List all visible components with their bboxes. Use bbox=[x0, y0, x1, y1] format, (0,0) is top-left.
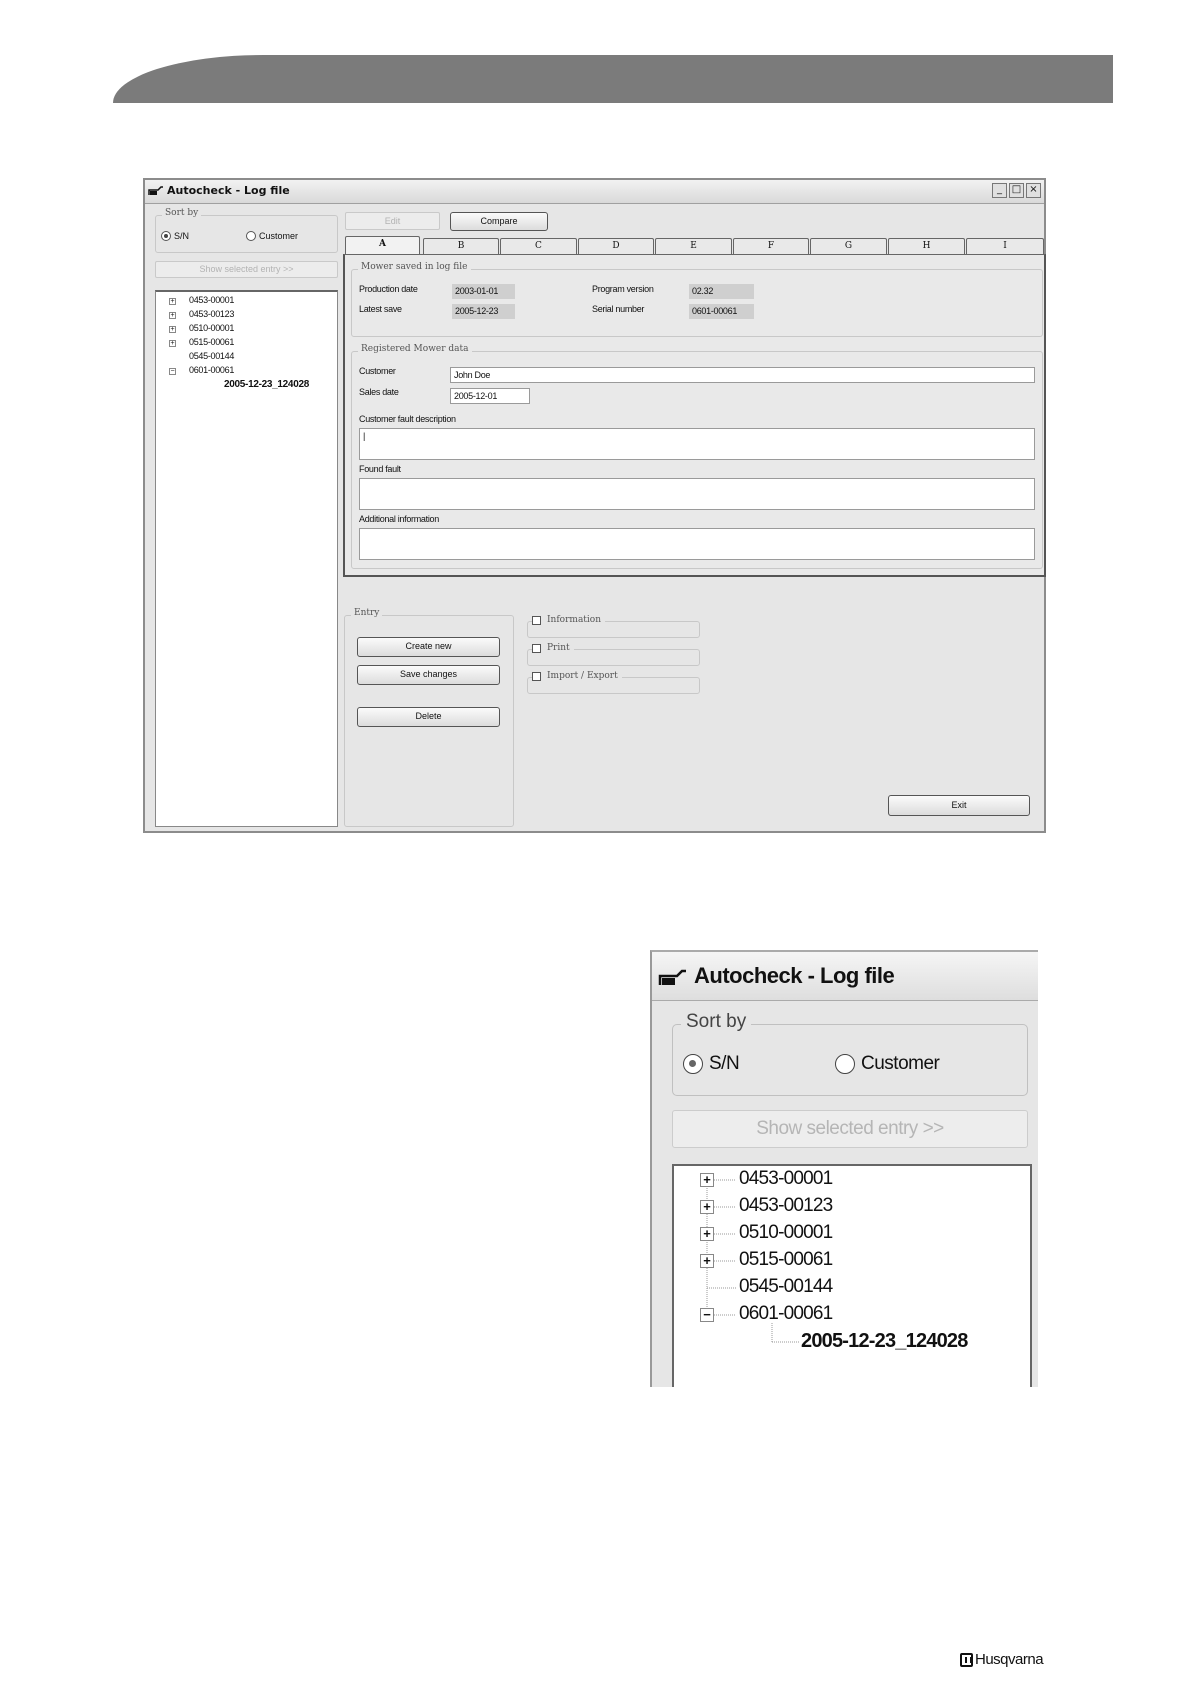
serial-number-value: 0601-00061 bbox=[689, 304, 754, 319]
expand-icon[interactable]: + bbox=[170, 298, 175, 305]
maximize-button[interactable]: □ bbox=[1009, 183, 1024, 198]
tab-b[interactable]: B bbox=[423, 238, 499, 254]
checkbox-icon bbox=[532, 672, 541, 681]
tab-g[interactable]: G bbox=[810, 238, 887, 254]
entry-group bbox=[344, 608, 514, 827]
tab-f[interactable]: F bbox=[733, 238, 809, 254]
customer-field[interactable]: John Doe bbox=[450, 367, 1035, 383]
production-date-label: Production date bbox=[359, 284, 418, 294]
tree-child-item[interactable]: 2005-12-23_124028 bbox=[224, 379, 309, 390]
tab-h[interactable]: H bbox=[888, 238, 965, 254]
collapse-icon[interactable]: − bbox=[700, 1308, 714, 1322]
sales-date-field[interactable]: 2005-12-01 bbox=[450, 388, 530, 404]
checkbox-icon bbox=[532, 616, 541, 625]
additional-info-label: Additional information bbox=[359, 514, 439, 524]
fault-description-field[interactable]: | bbox=[359, 428, 1035, 460]
registered-mower-legend: Registered Mower data bbox=[358, 344, 472, 354]
zoom-tree-item[interactable]: 0453-00123 bbox=[739, 1195, 833, 1216]
radio-sort-sn-label: S/N bbox=[174, 231, 190, 241]
radio-sort-customer[interactable] bbox=[246, 231, 298, 241]
sales-date-label: Sales date bbox=[359, 387, 399, 397]
tree-item[interactable]: 0515-00061 bbox=[189, 337, 235, 347]
radio-sort-sn[interactable] bbox=[161, 231, 189, 241]
window-title: Autocheck - Log file bbox=[167, 184, 290, 197]
serial-number-label: Serial number bbox=[592, 304, 645, 314]
mower-icon bbox=[148, 185, 164, 197]
zoom-tree-item[interactable]: 0453-00001 bbox=[739, 1168, 833, 1189]
tab-strip bbox=[343, 236, 1046, 256]
tab-a-panel bbox=[343, 254, 1046, 577]
compare-button[interactable]: Compare bbox=[450, 212, 548, 231]
found-fault-field[interactable] bbox=[359, 478, 1035, 510]
zoom-sort-by-group bbox=[672, 1011, 1028, 1096]
expand-icon[interactable]: + bbox=[170, 312, 175, 319]
program-version-label: Program version bbox=[592, 284, 654, 294]
exit-button[interactable]: Exit bbox=[888, 795, 1030, 816]
customer-label: Customer bbox=[359, 366, 396, 376]
zoomed-log-file-detail bbox=[650, 950, 1038, 1387]
zoom-show-selected-entry-button[interactable]: Show selected entry >> bbox=[672, 1110, 1028, 1148]
tree-item[interactable]: 0545-00144 bbox=[189, 351, 235, 361]
husqvarna-logo-icon bbox=[960, 1653, 973, 1667]
zoom-tree-item[interactable]: 0601-00061 bbox=[739, 1303, 833, 1324]
zoom-tree-child-item[interactable]: 2005-12-23_124028 bbox=[801, 1330, 968, 1352]
production-date-value: 2003-01-01 bbox=[452, 284, 515, 299]
expand-icon[interactable]: + bbox=[170, 326, 175, 333]
information-label: Information bbox=[547, 615, 602, 625]
page-header-band bbox=[113, 55, 1113, 103]
zoom-tree-item[interactable]: 0545-00144 bbox=[739, 1276, 833, 1297]
zoom-radio-sort-sn[interactable] bbox=[683, 1053, 739, 1075]
zoom-radio-sort-customer[interactable] bbox=[835, 1053, 939, 1075]
checkbox-icon bbox=[532, 644, 541, 653]
tab-i[interactable]: I bbox=[966, 238, 1044, 254]
zoom-titlebar bbox=[652, 952, 1038, 1001]
zoom-radio-customer-label: Customer bbox=[861, 1053, 940, 1074]
radio-selected-icon bbox=[161, 231, 171, 241]
zoom-radio-sn-label: S/N bbox=[709, 1053, 740, 1074]
save-changes-button[interactable]: Save changes bbox=[357, 665, 500, 685]
latest-save-value: 2005-12-23 bbox=[452, 304, 515, 319]
edit-button[interactable]: Edit bbox=[345, 212, 440, 230]
radio-unselected-icon bbox=[835, 1054, 855, 1074]
show-selected-entry-button[interactable]: Show selected entry >> bbox=[155, 261, 338, 278]
zoom-sort-by-legend: Sort by bbox=[681, 1011, 751, 1033]
import-export-label: Import / Export bbox=[547, 671, 618, 681]
minimize-button[interactable]: _ bbox=[992, 183, 1007, 198]
tab-d[interactable]: D bbox=[578, 238, 654, 254]
zoom-tree-item[interactable]: 0515-00061 bbox=[739, 1249, 833, 1270]
expand-icon[interactable]: + bbox=[700, 1173, 714, 1187]
fault-description-label: Customer fault description bbox=[359, 414, 456, 424]
create-new-button[interactable]: Create new bbox=[357, 637, 500, 657]
tab-c[interactable]: C bbox=[500, 238, 577, 254]
tree-connector-lines bbox=[674, 1166, 1034, 1387]
tab-e[interactable]: E bbox=[655, 238, 732, 254]
print-label: Print bbox=[547, 643, 570, 653]
saved-mower-group bbox=[351, 262, 1043, 337]
sort-by-legend: Sort by bbox=[162, 208, 201, 218]
tree-item[interactable]: 0510-00001 bbox=[189, 323, 235, 333]
tree-item[interactable]: 0453-00123 bbox=[189, 309, 235, 319]
zoom-log-tree[interactable] bbox=[672, 1164, 1032, 1387]
registered-mower-group bbox=[351, 344, 1043, 569]
found-fault-label: Found fault bbox=[359, 464, 401, 474]
brand-name: Husqvarna bbox=[975, 1651, 1044, 1668]
window-titlebar[interactable] bbox=[145, 180, 1044, 204]
expand-icon[interactable]: + bbox=[700, 1254, 714, 1268]
collapse-icon[interactable]: − bbox=[170, 368, 175, 375]
radio-unselected-icon bbox=[246, 231, 256, 241]
expand-icon[interactable]: + bbox=[700, 1200, 714, 1214]
entry-legend: Entry bbox=[351, 608, 382, 618]
zoom-tree-item[interactable]: 0510-00001 bbox=[739, 1222, 833, 1243]
information-checkbox[interactable] bbox=[532, 615, 605, 625]
saved-mower-legend: Mower saved in log file bbox=[358, 262, 471, 272]
tree-item[interactable]: 0453-00001 bbox=[189, 295, 235, 305]
expand-icon[interactable]: + bbox=[170, 340, 175, 347]
tab-a[interactable]: A bbox=[345, 236, 420, 256]
import-export-checkbox[interactable] bbox=[532, 671, 622, 681]
delete-button[interactable]: Delete bbox=[357, 707, 500, 727]
close-button[interactable]: × bbox=[1026, 183, 1041, 198]
sort-by-group bbox=[155, 208, 338, 253]
brand-logo bbox=[960, 1651, 1043, 1668]
log-file-window bbox=[143, 178, 1046, 833]
log-tree[interactable] bbox=[155, 290, 338, 827]
zoom-window-title: Autocheck - Log file bbox=[694, 963, 895, 988]
tree-item[interactable]: 0601-00061 bbox=[189, 365, 235, 375]
program-version-value: 02.32 bbox=[689, 284, 754, 299]
mower-icon bbox=[658, 968, 688, 988]
latest-save-label: Latest save bbox=[359, 304, 402, 314]
print-checkbox[interactable] bbox=[532, 643, 574, 653]
expand-icon[interactable]: + bbox=[700, 1227, 714, 1241]
radio-sort-customer-label: Customer bbox=[259, 231, 299, 241]
radio-selected-icon bbox=[683, 1054, 703, 1074]
additional-info-field[interactable] bbox=[359, 528, 1035, 560]
